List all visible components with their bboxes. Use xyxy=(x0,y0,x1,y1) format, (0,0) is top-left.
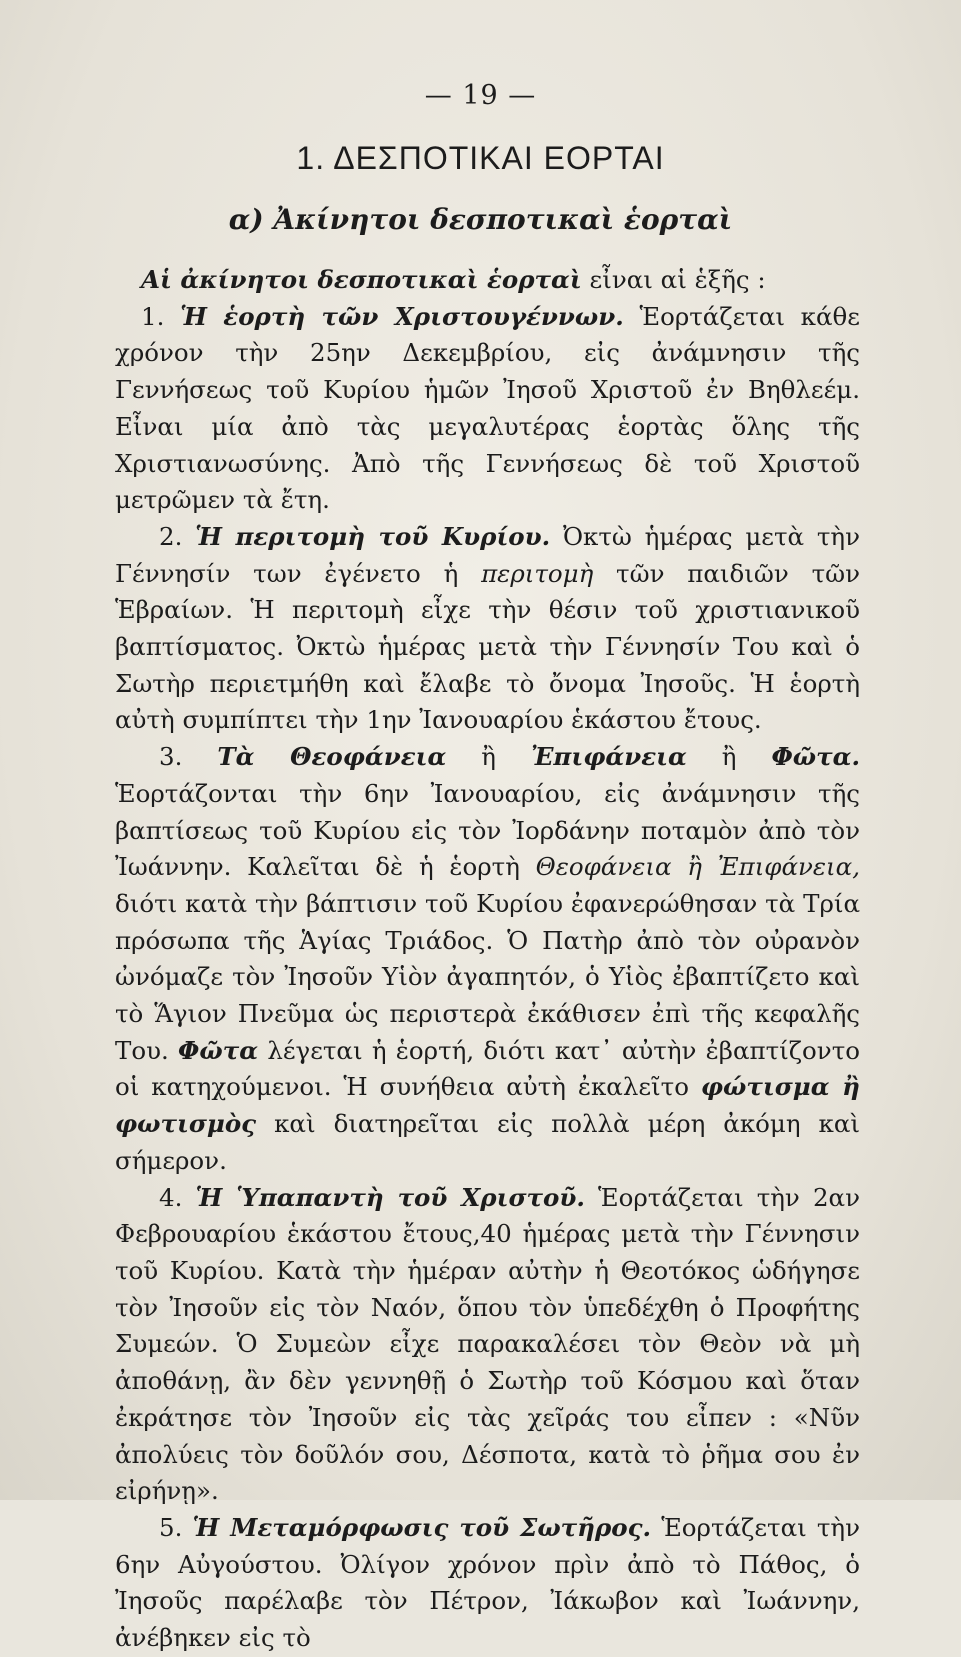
paragraph-title: Ἡ περιτομὴ τοῦ Κυρίου. xyxy=(195,521,551,551)
paragraph-christmas xyxy=(115,299,860,519)
paragraph-theophany xyxy=(115,739,860,1179)
section-title: α) Ἀκίνητοι δεσποτικαὶ ἑορταὶ xyxy=(228,203,733,236)
page-number: — 19 — xyxy=(424,80,537,111)
paragraph-separator: ἢ xyxy=(446,742,531,772)
paragraph-text: καὶ διατηρεῖται εἰς πολλὰ μέρη ἀκόμη καὶ σήμερον. xyxy=(115,1109,860,1175)
paragraph-bold: Φῶτα xyxy=(178,1035,259,1065)
paragraph-title: Φῶτα. xyxy=(771,742,860,772)
paragraph-title: Ἐπιφάνεια xyxy=(530,742,687,772)
paragraph-text: Ὀκτὼ ἡμέρας μετὰ τὴν Γέννησίν των ἐγένετο ἡ xyxy=(115,521,860,588)
paragraph-presentation xyxy=(115,1180,860,1510)
paragraph-title: Ἡ ἑορτὴ τῶν Χριστουγέννων. xyxy=(180,301,624,331)
paragraph-text: Ἑορτάζεται κάθε χρόνον τὴν 25ην Δεκεμβρίου, εἰς ἀνάμνησιν τῆς Γεννήσεως τοῦ Κυρίου ἡμῶν Ἰησοῦ Χριστοῦ ἐν Βηθλεέμ. Εἶναι μία ἀπὸ τὰς μεγαλυτέρας ἑορτὰς ὅλης τῆς Χριστιανωσύνης. Ἀπὸ τῆς Γεννήσεως δὲ τοῦ Χριστοῦ μετρῶμεν τὰ ἔτη. xyxy=(115,301,860,515)
paragraph-number: 1. xyxy=(141,301,181,331)
paragraph-title: Ἡ Μεταμόρφωσις τοῦ Σωτῆρος. xyxy=(192,1512,652,1542)
intro-lead: Αἱ ἀκίνητοι δεσποτικαὶ ἑορταὶ xyxy=(141,265,582,294)
paragraph-circumcision xyxy=(115,519,860,739)
paragraph-text: τῶν παιδιῶν τῶν Ἑβραίων. Ἡ περιτομὴ εἶχε τὴν θέσιν τοῦ χριστιανικοῦ βαπτίσματος. Ὀκτὼ ἡμέρας μετὰ τὴν Γέννησίν Του καὶ ὁ Σωτὴρ περιετμήθη καὶ ἔλαβε τὸ ὄνομα Ἰησοῦς. Ἡ ἑορτὴ αὐτὴ συμπίπτει τὴν 1ην Ἰανουαρίου ἑκάστου ἔτους. xyxy=(115,558,860,735)
intro-rest: εἶναι αἱ ἑξῆς : xyxy=(581,265,766,294)
paragraph-italic: περιτομὴ xyxy=(481,558,594,588)
paragraph-transfiguration xyxy=(115,1510,860,1657)
paragraph-number: 3. xyxy=(159,742,218,772)
paragraph-text: λέγεται ἡ ἑορτή, διότι κατ᾽ αὐτὴν ἐβαπτίζοντο οἱ κατηχούμενοι. Ἡ συνήθεια αὐτὴ ἐκαλεῖτο xyxy=(115,1035,860,1102)
paragraph-title: Ἡ Ὑπαπαντὴ τοῦ Χριστοῦ. xyxy=(195,1182,585,1212)
paragraph-separator: ἢ xyxy=(686,742,772,772)
paragraph-text: Ἑορτάζονται τὴν 6ην Ἰανουαρίου, εἰς ἀνάμνησιν τῆς βαπτίσεως τοῦ Κυρίου εἰς τὸν Ἰορδάνην ποταμὸν ἀπὸ τὸν Ἰωάννην. Καλεῖται δὲ ἡ ἑορτὴ xyxy=(115,778,860,882)
paragraph-title: Τὰ Θεοφάνεια xyxy=(217,742,447,772)
paragraph-number: 4. xyxy=(159,1182,196,1212)
intro-paragraph xyxy=(115,262,860,299)
paragraph-text: Ἑορτάζεται τὴν 2αν Φεβρουαρίου ἑκάστου ἔτους,40 ἡμέρας μετὰ τὴν Γέννησιν τοῦ Κυρίου. Κατὰ τὴν ἡμέραν αὐτὴν ἡ Θεοτόκος ὡδήγησε τὸν Ἰησοῦν εἰς τὸν Ναόν, ὅπου τὸν ὑπεδέχθη ὁ Προφήτης Συμεών. Ὁ Συμεὼν εἶχε παρακαλέσει τὸν Θεὸν νὰ μὴ ἀποθάνῃ, ἂν δὲν γεννηθῇ ὁ Σωτὴρ τοῦ Κόσμου καὶ ὅταν ἐκράτησε τὸν Ἰησοῦν εἰς τὰς χεῖράς του εἶπεν : «Νῦν ἀπολύεις τὸν δοῦλόν σου, Δέσποτα, κατὰ τὸ ῥῆμα σου ἐν εἰρήνῃ». xyxy=(115,1182,860,1506)
paragraph-text: διότι κατὰ τὴν βάπτισιν τοῦ Κυρίου ἐφανερώθησαν τὰ Τρία πρόσωπα τῆς Ἁγίας Τριάδος. Ὁ Πατὴρ ἀπὸ τὸν οὐρανὸν ὠνόμαζε τὸν Ἰησοῦν Υἱὸν ἀγαπητόν, ὁ Υἱὸς ἐβαπτίζετο καὶ τὸ Ἅγιον Πνεῦμα ὡς περιστερὰ ἐκάθισεν ἐπὶ τῆς κεφαλῆς Του. xyxy=(115,888,860,1065)
paragraph-number: 5. xyxy=(159,1512,193,1542)
paragraph-number: 2. xyxy=(159,521,196,551)
chapter-title: 1. ΔΕΣΠΟΤΙΚΑΙ ΕΟΡΤΑΙ xyxy=(296,140,665,176)
paragraph-italic: Θεοφάνεια ἢ Ἐπιφάνεια, xyxy=(535,852,860,882)
paragraph-text: Ἑορτάζεται τὴν 6ην Αὐγούστου. Ὀλίγον χρόνον πρὶν ἀπὸ τὸ Πάθος, ὁ Ἰησοῦς παρέλαβε τὸν Πέτρον, Ἰάκωβον καὶ Ἰωάννην, ἀνέβηκεν εἰς τὸ xyxy=(115,1512,860,1653)
body-text xyxy=(115,262,860,1657)
paragraph-italic: φώτισμα ἢ φωτισμὸς xyxy=(115,1072,860,1139)
